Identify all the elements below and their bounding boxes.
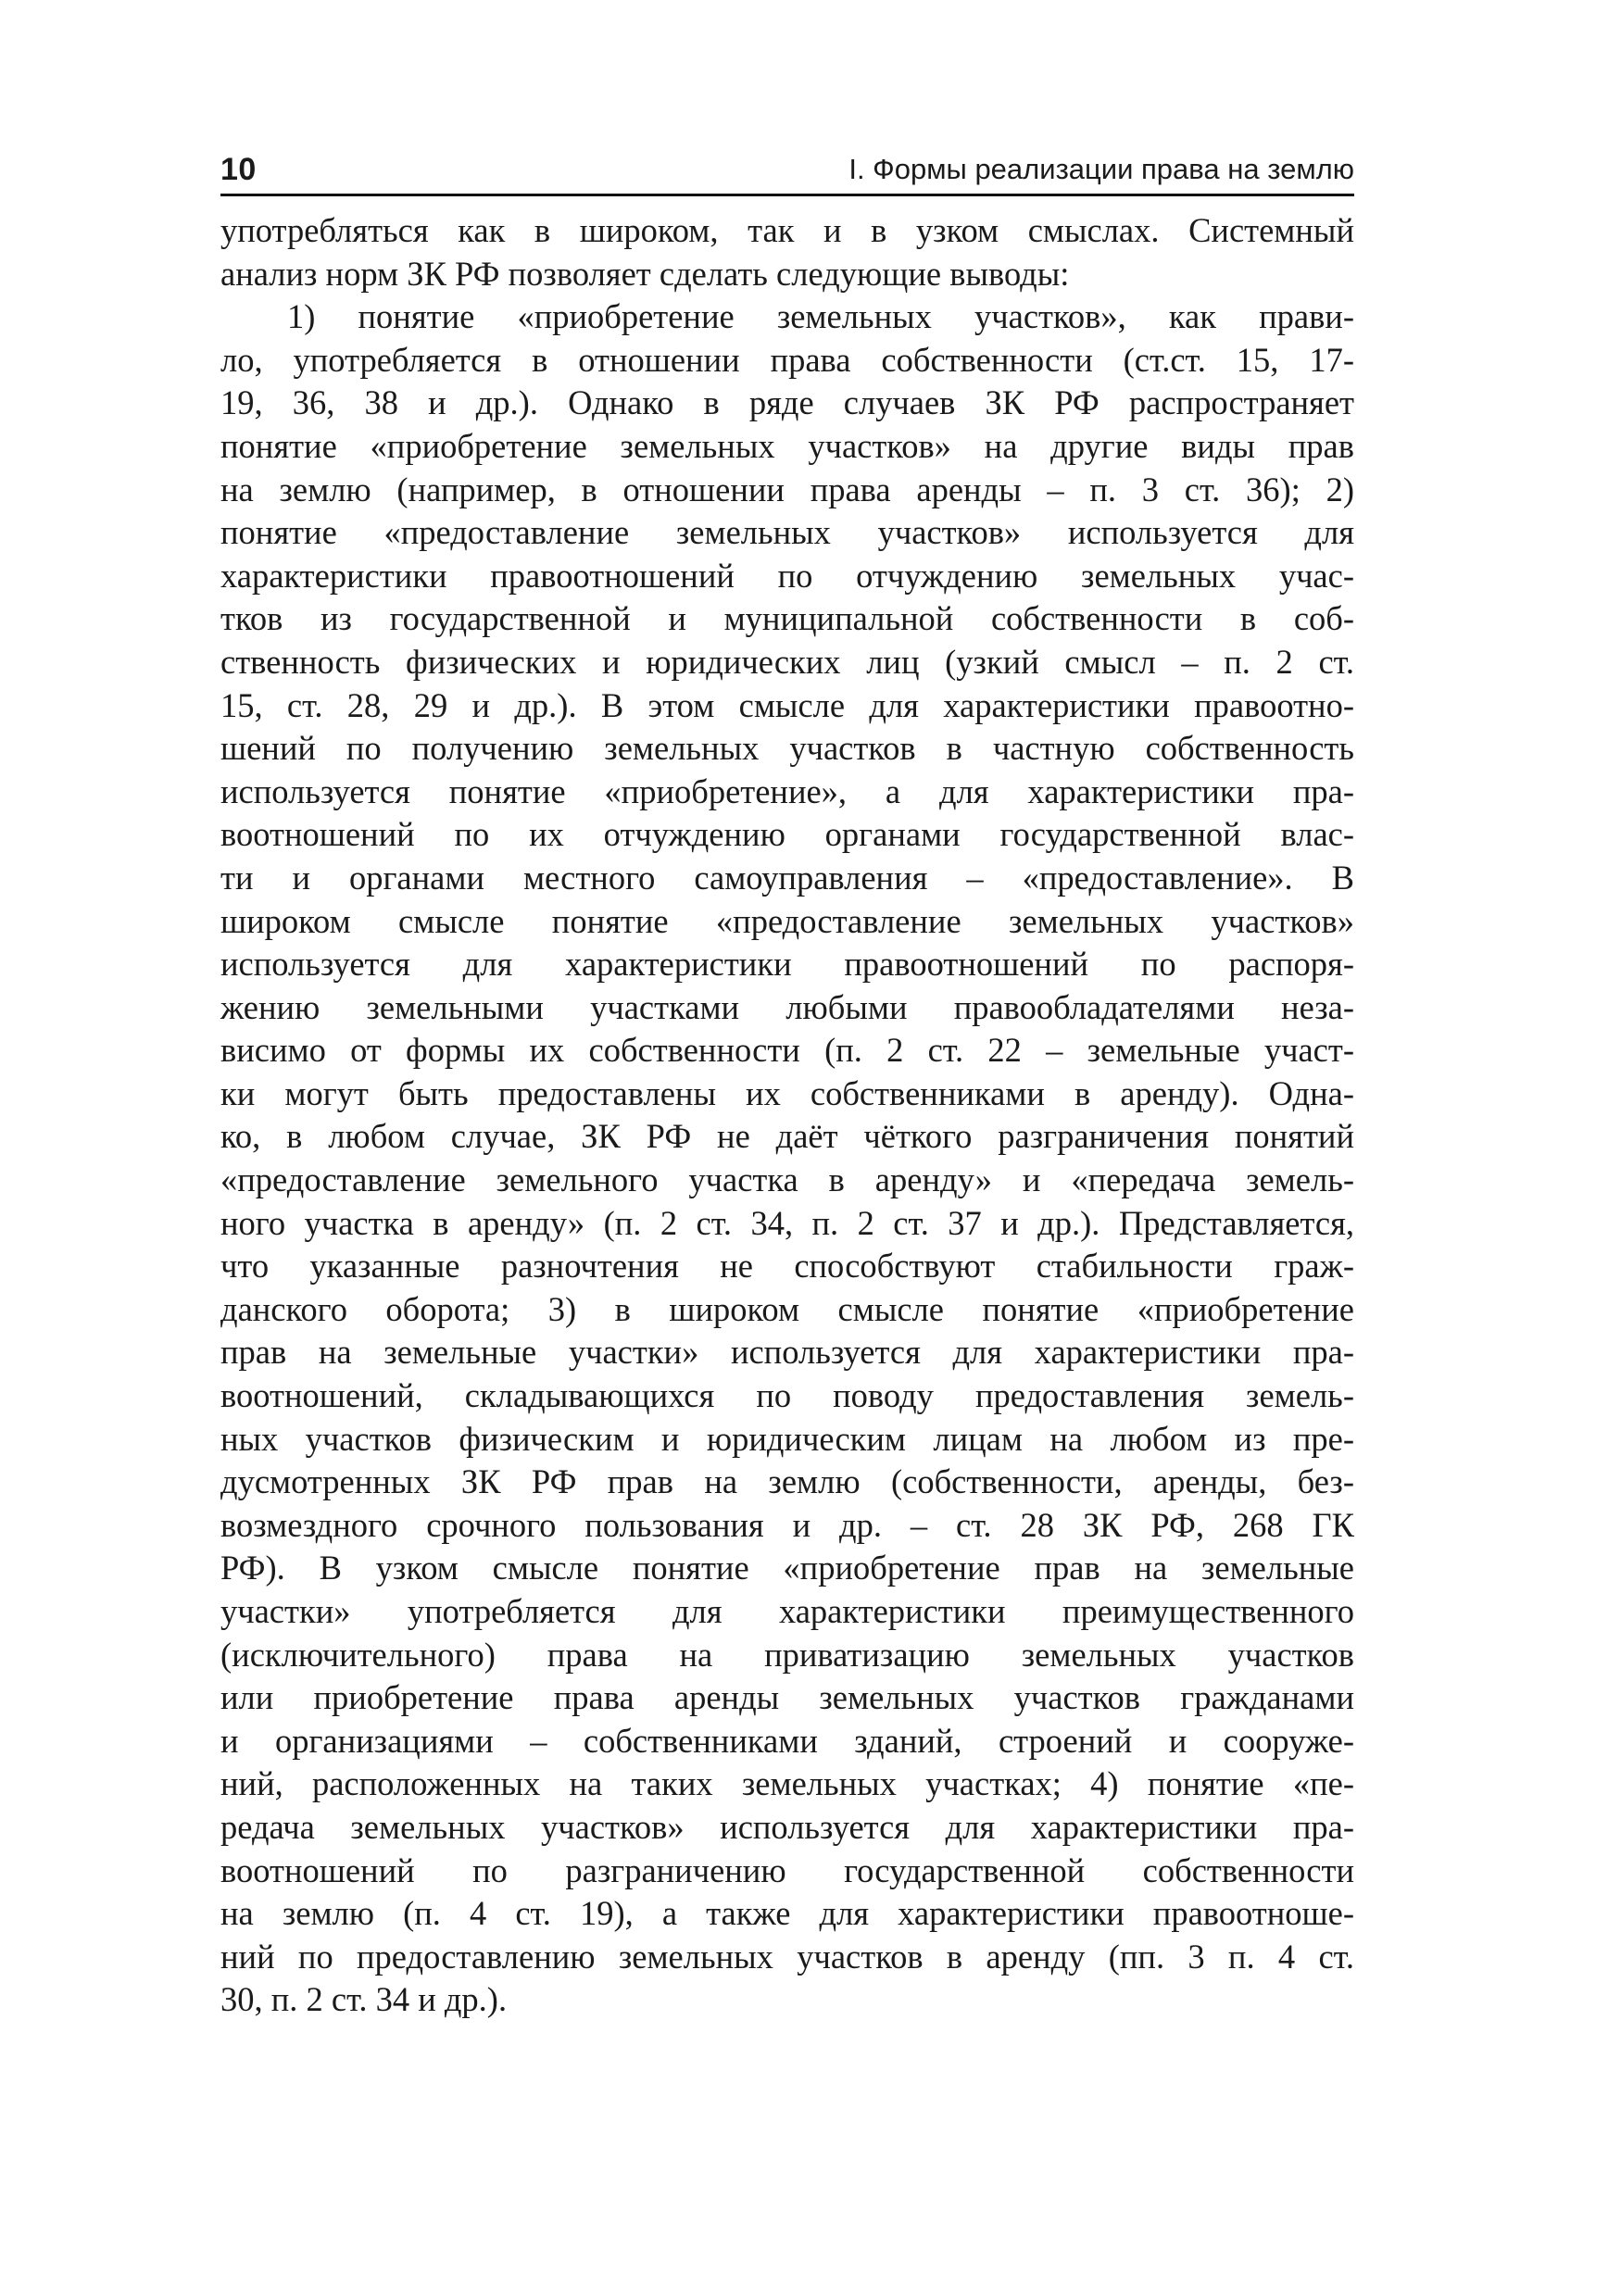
text-line: широком смысле понятие «предоставление земельных участков»	[220, 901, 1354, 940]
text-line: 15, ст. 28, 29 и др.). В этом смысле для характеристики правоотно-	[220, 685, 1354, 724]
page-number: 10	[220, 152, 257, 187]
text-line: употребляться как в широком, так и в узком смыслах. Системный	[220, 211, 1354, 249]
text-line: (исключительного) права на приватизацию земельных участков	[220, 1635, 1354, 1674]
text-line: жению земельными участками любыми правообладателями неза-	[220, 987, 1354, 1026]
text-line: возмездного срочного пользования и др. – ст. 28 ЗК РФ, 268 ГК	[220, 1505, 1354, 1544]
text-line: понятие «предоставление земельных участков» используется для	[220, 513, 1354, 552]
text-line: ки могут быть предоставлены их собственниками в аренду). Одна-	[220, 1073, 1354, 1112]
text-line: тков из государственной и муниципальной собственности в соб-	[220, 599, 1354, 638]
text-line: ний по предоставлению земельных участков в аренду (пп. 3 п. 4 ст.	[220, 1937, 1354, 1976]
text-line: данского оборота; 3) в широком смысле понятие «приобретение	[220, 1289, 1354, 1328]
text-line: прав на земельные участки» используется для характеристики пра-	[220, 1333, 1354, 1372]
text-line: ного участка в аренду» (п. 2 ст. 34, п. 2 ст. 37 и др.). Представляется,	[220, 1203, 1354, 1242]
text-line: висимо от формы их собственности (п. 2 ст. 22 – земельные участ-	[220, 1031, 1354, 1070]
text-line: «предоставление земельного участка в аренду» и «передача земель-	[220, 1161, 1354, 1199]
text-line: воотношений по разграничению государственной собственности	[220, 1851, 1354, 1889]
text-line: и организациями – собственниками зданий, строений и сооруже-	[220, 1721, 1354, 1760]
text-line: анализ норм ЗК РФ позволяет сделать следующие выводы:	[220, 254, 1070, 293]
text-line: что указанные разночтения не способствуют стабильности граж-	[220, 1247, 1354, 1286]
text-line: на землю (п. 4 ст. 19), а также для характеристики правоотноше-	[220, 1894, 1354, 1933]
text-line: используется понятие «приобретение», а для характеристики пра-	[220, 772, 1354, 810]
text-line: воотношений, складывающихся по поводу предоставления земель-	[220, 1376, 1354, 1415]
text-line: РФ). В узком смысле понятие «приобретение прав на земельные	[220, 1549, 1354, 1587]
text-line: ти и органами местного самоуправления – «предоставление». В	[220, 858, 1354, 897]
text-line: редача земельных участков» используется для характеристики пра-	[220, 1807, 1354, 1846]
header-rule	[220, 194, 1354, 196]
text-line: используется для характеристики правоотношений по распоря-	[220, 945, 1354, 984]
text-line: ний, расположенных на таких земельных участках; 4) понятие «пе-	[220, 1764, 1354, 1803]
text-line: воотношений по их отчуждению органами государственной влас-	[220, 815, 1354, 854]
body-text	[220, 209, 1354, 2022]
running-title: I. Формы реализации права на землю	[848, 153, 1354, 185]
text-line: шений по получению земельных участков в частную собственность	[220, 729, 1354, 768]
text-line: характеристики правоотношений по отчуждению земельных учас-	[220, 556, 1354, 595]
text-line: понятие «приобретение земельных участков» на другие виды прав	[220, 426, 1354, 465]
text-line: дусмотренных ЗК РФ прав на землю (собственности, аренды, без-	[220, 1462, 1354, 1501]
text-line: ло, употребляется в отношении права собственности (ст.ст. 15, 17-	[220, 340, 1354, 379]
text-line: ко, в любом случае, ЗК РФ не даёт чёткого разграничения понятий	[220, 1117, 1354, 1156]
text-line: ственность физических и юридических лиц (узкий смысл – п. 2 ст.	[220, 642, 1354, 681]
text-line: ных участков физическим и юридическим лицам на любом из пре-	[220, 1419, 1354, 1458]
text-line: 19, 36, 38 и др.). Однако в ряде случаев ЗК РФ распространяет	[220, 383, 1354, 422]
text-line: 30, п. 2 ст. 34 и др.).	[220, 1980, 508, 2019]
text-line: участки» употребляется для характеристики преимущественного	[220, 1592, 1354, 1630]
page-header	[220, 146, 1354, 193]
text-line: на землю (например, в отношении права аренды – п. 3 ст. 36); 2)	[220, 470, 1354, 508]
text-line: или приобретение права аренды земельных участков гражданами	[220, 1678, 1354, 1717]
text-line: 1) понятие «приобретение земельных участков», как прави-	[287, 297, 1354, 336]
